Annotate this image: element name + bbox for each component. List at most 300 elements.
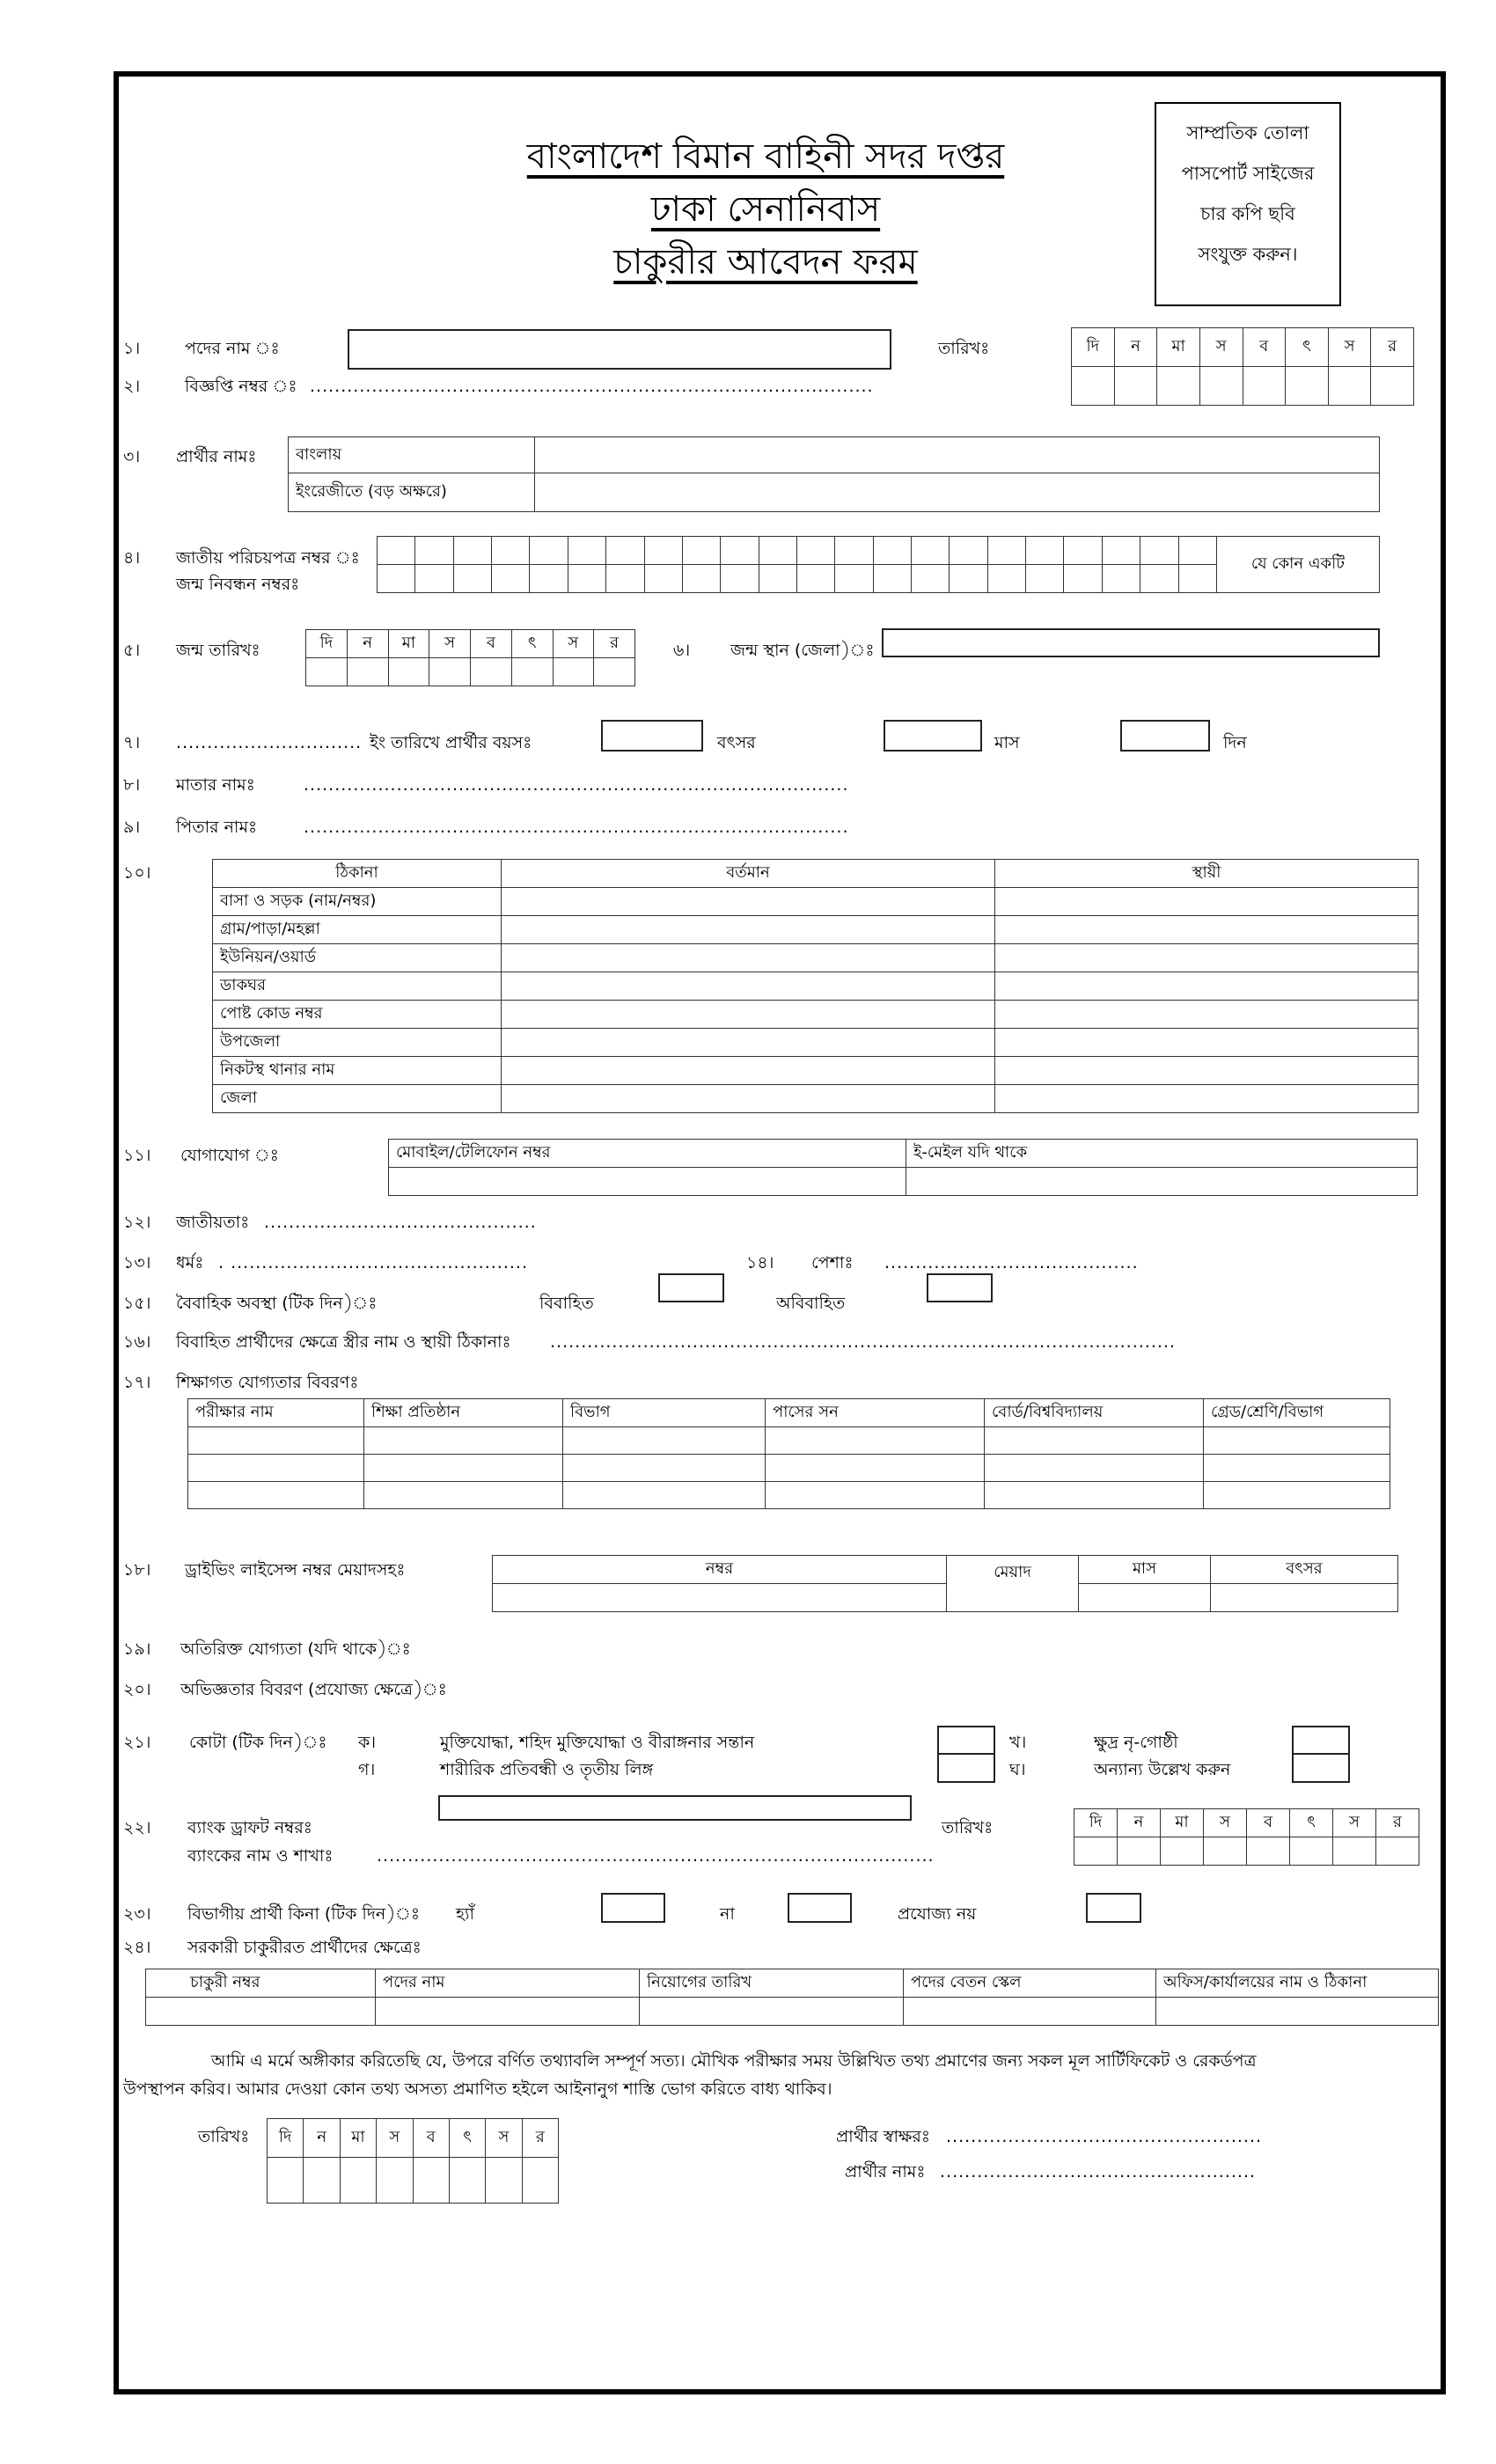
signature-input[interactable]: ................................................... — [946, 2127, 1263, 2146]
birth-date-label: জন্ম তারিখঃ — [176, 641, 260, 660]
education-cell[interactable] — [188, 1482, 364, 1509]
date-letter: ব — [471, 630, 512, 658]
date-letter: স — [429, 630, 471, 658]
nationality-label: জাতীয়তাঃ — [176, 1213, 250, 1232]
date-digit-cell[interactable] — [1204, 1837, 1247, 1866]
field-23-number: ২৩। — [123, 1904, 151, 1924]
birth-reg-cell[interactable] — [453, 565, 491, 593]
education-cell[interactable] — [188, 1427, 364, 1455]
birth-reg-cell[interactable] — [1026, 565, 1064, 593]
declaration-line-2: উপস্থাপন করিব। আমার দেওয়া কোন তথ্য অসত্য প্রমাণিত হইলে আইনানুগ শাস্তি ভোগ করিতে বাধ্য থাকিব। — [123, 2079, 832, 2099]
validity-year-header: বৎসর — [1211, 1556, 1398, 1584]
birth-reg-cell[interactable] — [1178, 565, 1216, 593]
photo-instruction-1: সাম্প্রতিক তোলা — [1186, 122, 1309, 143]
education-cell[interactable] — [364, 1482, 563, 1509]
date-letter: র — [522, 2119, 558, 2158]
present-address-cell[interactable] — [502, 944, 995, 972]
govt-table-header: নিয়োগের তারিখ — [640, 1969, 904, 1998]
age-label: ইং তারিখে প্রার্থীর বয়সঃ — [370, 733, 532, 752]
circular-number-input[interactable]: ........................................................................................... — [310, 377, 874, 396]
date-digit-cell[interactable] — [1286, 367, 1329, 406]
present-address-header: বর্তমান — [502, 860, 995, 888]
date-digit-cell[interactable] — [522, 2158, 558, 2204]
education-cell[interactable] — [563, 1482, 766, 1509]
address-table — [212, 859, 1419, 1113]
nid-cell[interactable] — [796, 537, 834, 565]
address-row-label: ডাকঘর — [213, 972, 502, 1001]
govt-table-cell[interactable] — [1156, 1998, 1439, 2026]
date-letter: দি — [1074, 1809, 1118, 1837]
applicant-name-label: প্রার্থীর নামঃ — [176, 447, 257, 466]
education-cell[interactable] — [364, 1455, 563, 1482]
education-cell[interactable] — [563, 1427, 766, 1455]
license-number-header: নম্বর — [493, 1556, 947, 1584]
birth-date-grid — [305, 629, 635, 686]
birth-reg-cell[interactable] — [950, 565, 987, 593]
birth-reg-cell[interactable] — [530, 565, 568, 593]
validity-year-input[interactable] — [1211, 1584, 1398, 1612]
permanent-address-cell[interactable] — [995, 888, 1419, 916]
nid-cell[interactable] — [568, 537, 605, 565]
marital-status-label: বৈবাহিক অবস্থা (টিক দিন)ঃ — [176, 1294, 378, 1313]
date-letter: ব — [1247, 1809, 1290, 1837]
unmarried-checkbox[interactable] — [927, 1273, 993, 1302]
present-address-cell[interactable] — [502, 888, 995, 916]
mother-name-label: মাতার নামঃ — [176, 775, 255, 795]
govt-table-header: চাকুরী নম্বর — [146, 1969, 376, 1998]
address-row-label: গ্রাম/পাড়া/মহল্লা — [213, 916, 502, 944]
date-digit-cell[interactable] — [486, 2158, 522, 2204]
permanent-address-cell[interactable] — [995, 1029, 1419, 1057]
date-letter: ৎ — [1286, 328, 1329, 367]
field-20-number: ২০। — [123, 1680, 151, 1699]
religion-label: ধর্মঃ — [176, 1253, 204, 1272]
date-digit-cell[interactable] — [388, 658, 429, 686]
permanent-address-cell[interactable] — [995, 1001, 1419, 1029]
field-22-number: ২২। — [123, 1818, 151, 1837]
date-digit-cell[interactable] — [413, 2158, 449, 2204]
nid-cell[interactable] — [1102, 537, 1140, 565]
nid-cell[interactable] — [492, 537, 530, 565]
field-3-number: ৩। — [123, 447, 141, 466]
email-input[interactable] — [906, 1168, 1418, 1196]
nationality-input[interactable]: ............................................ — [264, 1213, 537, 1232]
address-row-label: পোষ্ট কোড নম্বর — [213, 1001, 502, 1029]
photo-instruction-3: চার কপি ছবি — [1200, 203, 1295, 224]
no-label: না — [720, 1904, 735, 1924]
date-digit-cell[interactable] — [594, 658, 635, 686]
name-english-label: ইংরেজীতে (বড় অক্ষরে) — [289, 473, 535, 512]
age-months-input[interactable] — [884, 720, 982, 752]
education-header: গ্রেড/শ্রেণি/বিভাগ — [1204, 1399, 1390, 1427]
birth-reg-cell[interactable] — [796, 565, 834, 593]
govt-table-cell[interactable] — [376, 1998, 640, 2026]
birth-reg-cell[interactable] — [644, 565, 682, 593]
name-bangla-label: বাংলায় — [289, 437, 535, 473]
date-digit-cell[interactable] — [340, 2158, 376, 2204]
education-header: বোর্ড/বিশ্ববিদ্যালয় — [985, 1399, 1204, 1427]
education-table — [187, 1398, 1390, 1509]
date-letter: স — [1204, 1809, 1247, 1837]
validity-header: মেয়াদ — [947, 1556, 1079, 1612]
education-cell[interactable] — [1204, 1427, 1390, 1455]
field-4-number: ৪। — [123, 548, 141, 568]
field-7-number: ৭। — [123, 733, 141, 752]
circular-number-label: বিজ্ঞপ্তি নম্বর ঃ — [185, 377, 297, 396]
birth-reg-cell[interactable] — [759, 565, 796, 593]
quota-other-label: অন্যান্য উল্লেখ করুন — [1094, 1760, 1231, 1779]
additional-qualification-label: অতিরিক্ত যোগ্যতা (যদি থাকে)ঃ — [180, 1639, 411, 1659]
present-address-cell[interactable] — [502, 1029, 995, 1057]
date-digit-cell[interactable] — [1072, 367, 1115, 406]
address-row-label: বাসা ও সড়ক (নাম/নম্বর) — [213, 888, 502, 916]
education-header: বিভাগ — [563, 1399, 766, 1427]
birth-reg-cell[interactable] — [606, 565, 644, 593]
field-1-number: ১। — [123, 339, 141, 358]
date-letter: স — [377, 2119, 413, 2158]
yes-label: হ্যাঁ — [456, 1904, 475, 1924]
date-letter: র — [1371, 328, 1414, 367]
declaration-line-1: আমি এ মর্মে অঙ্গীকার করিতেছি যে, উপরে বর্ণিত তথ্যাবলি সম্পূর্ণ সত্য। মৌখিক পরীক্ষার সময় উল্লিখিত তথ্য প্রমাণের জন্য সকল মূল সার্টিফিকেট ও রেকর্ডপত্র — [211, 2051, 1257, 2071]
nid-cell[interactable] — [415, 537, 453, 565]
field-6-number: ৬। — [673, 641, 691, 660]
nid-cell[interactable] — [530, 537, 568, 565]
nid-cell[interactable] — [1140, 537, 1178, 565]
married-label: বিবাহিত — [539, 1294, 594, 1313]
date-letter: ন — [1114, 328, 1157, 367]
birth-reg-cell[interactable] — [492, 565, 530, 593]
date-letter: ৎ — [511, 630, 553, 658]
date-letter: স — [1328, 328, 1371, 367]
date-digit-cell[interactable] — [1371, 367, 1414, 406]
field-18-number: ১৮। — [123, 1560, 151, 1580]
occupation-input[interactable]: ......................................... — [884, 1253, 1139, 1272]
date-digit-cell[interactable] — [304, 2158, 340, 2204]
nid-cell[interactable] — [1064, 537, 1102, 565]
nid-cell[interactable] — [1178, 537, 1216, 565]
date-digit-cell[interactable] — [1157, 367, 1200, 406]
education-cell[interactable] — [188, 1455, 364, 1482]
months-label: মাস — [994, 733, 1020, 752]
nid-cell[interactable] — [950, 537, 987, 565]
quota-freedom-fighter-checkbox[interactable] — [937, 1726, 995, 1755]
nid-cell[interactable] — [644, 537, 682, 565]
bank-draft-date-label: তারিখঃ — [942, 1818, 994, 1837]
nid-cell[interactable] — [873, 537, 911, 565]
days-label: দিন — [1223, 733, 1247, 752]
validity-month-input[interactable] — [1079, 1584, 1211, 1612]
married-checkbox[interactable] — [658, 1273, 724, 1302]
date-label-1: তারিখঃ — [938, 339, 990, 358]
declaration-date-label: তারিখঃ — [198, 2127, 250, 2146]
nid-cell[interactable] — [987, 537, 1025, 565]
nid-cell[interactable] — [453, 537, 491, 565]
quota-label: কোটা (টিক দিন)ঃ — [189, 1733, 327, 1752]
education-label: শিক্ষাগত যোগ্যতার বিবরণঃ — [176, 1373, 359, 1392]
bank-draft-label: ব্যাংক ড্রাফট নম্বরঃ — [187, 1818, 312, 1837]
birth-reg-cell[interactable] — [987, 565, 1025, 593]
date-digit-cell[interactable] — [1074, 1837, 1118, 1866]
departmental-no-checkbox[interactable] — [788, 1893, 852, 1923]
quota-other-checkbox[interactable] — [1292, 1753, 1350, 1783]
date-letter: ৎ — [1290, 1809, 1333, 1837]
date-digit-cell[interactable] — [471, 658, 512, 686]
permanent-address-cell[interactable] — [995, 1057, 1419, 1085]
mother-name-input[interactable]: ........................................................................................ — [304, 775, 849, 795]
age-years-input[interactable] — [601, 720, 703, 752]
nid-cell[interactable] — [759, 537, 796, 565]
permanent-address-cell[interactable] — [995, 944, 1419, 972]
departmental-yes-checkbox[interactable] — [601, 1893, 665, 1923]
date-letter: ব — [413, 2119, 449, 2158]
age-reference-date-input[interactable]: .............................. — [176, 733, 363, 752]
date-digit-cell[interactable] — [1376, 1837, 1419, 1866]
date-digit-cell[interactable] — [377, 2158, 413, 2204]
education-cell[interactable] — [1204, 1482, 1390, 1509]
quota-ethnic-minority-label: ক্ষুদ্র নৃ-গোষ্ঠী — [1094, 1733, 1178, 1752]
present-address-cell[interactable] — [502, 916, 995, 944]
education-cell[interactable] — [766, 1427, 985, 1455]
nid-grid — [377, 536, 1380, 593]
field-5-number: ৫। — [123, 641, 141, 660]
birth-reg-cell[interactable] — [1064, 565, 1102, 593]
date-digit-cell[interactable] — [1118, 1837, 1161, 1866]
date-digit-cell[interactable] — [1161, 1837, 1204, 1866]
date-digit-cell[interactable] — [449, 2158, 485, 2204]
date-letter: দি — [1072, 328, 1115, 367]
field-13-number: ১৩। — [123, 1253, 151, 1272]
field-2-number: ২। — [123, 377, 141, 396]
departmental-candidate-label: বিভাগীয় প্রার্থী কিনা (টিক দিন)ঃ — [187, 1904, 420, 1924]
date-letter: মা — [340, 2119, 376, 2158]
bank-name-branch-input[interactable]: .......................................................................................... — [377, 1846, 935, 1866]
date-letter: স — [553, 630, 594, 658]
field-9-number: ৯। — [123, 818, 141, 837]
field-12-number: ১২। — [123, 1213, 151, 1232]
govt-table-cell[interactable] — [904, 1998, 1156, 2026]
departmental-na-checkbox[interactable] — [1086, 1893, 1141, 1923]
license-number-input[interactable] — [493, 1584, 947, 1612]
field-14-number: ১৪। — [746, 1253, 774, 1272]
field-8-number: ৮। — [123, 775, 141, 795]
birth-reg-cell[interactable] — [682, 565, 720, 593]
address-row-label: জেলা — [213, 1085, 502, 1113]
present-address-cell[interactable] — [502, 972, 995, 1001]
address-row-label: নিকটস্থ থানার নাম — [213, 1057, 502, 1085]
birth-reg-cell[interactable] — [721, 565, 759, 593]
education-cell[interactable] — [766, 1482, 985, 1509]
govt-employment-table — [145, 1969, 1439, 2026]
phone-header: মোবাইল/টেলিফোন নম্বর — [389, 1140, 906, 1168]
validity-month-header: মাস — [1079, 1556, 1211, 1584]
education-cell[interactable] — [985, 1482, 1204, 1509]
education-cell[interactable] — [563, 1455, 766, 1482]
applicant-name-sign-label: প্রার্থীর নামঃ — [845, 2162, 926, 2182]
bank-draft-date-grid — [1074, 1808, 1419, 1866]
not-applicable-label: প্রযোজ্য নয় — [898, 1904, 977, 1924]
date-digit-cell[interactable] — [553, 658, 594, 686]
date-letter: র — [594, 630, 635, 658]
education-header: শিক্ষা প্রতিষ্ঠান — [364, 1399, 563, 1427]
unmarried-label: অবিবাহিত — [776, 1294, 846, 1313]
bank-name-branch-label: ব্যাংকের নাম ও শাখাঃ — [187, 1846, 334, 1866]
govt-table-cell[interactable] — [640, 1998, 904, 2026]
field-17-number: ১৭। — [123, 1373, 151, 1392]
address-row-label: উপজেলা — [213, 1029, 502, 1057]
birth-reg-label: জন্ম নিবন্ধন নম্বরঃ — [176, 575, 300, 594]
date-digit-cell[interactable] — [1199, 367, 1243, 406]
date-letter: ন — [347, 630, 388, 658]
birth-reg-cell[interactable] — [912, 565, 950, 593]
date-letter: মা — [1161, 1809, 1204, 1837]
field-16-number: ১৬। — [123, 1332, 151, 1352]
date-digit-cell[interactable] — [1328, 367, 1371, 406]
date-letter: ব — [1243, 328, 1286, 367]
birth-place-label: জন্ম স্থান (জেলা)ঃ — [730, 641, 875, 660]
nid-cell[interactable] — [721, 537, 759, 565]
date-grid-1 — [1071, 327, 1414, 406]
driving-license-label: ড্রাইভিং লাইসেন্স নম্বর মেয়াদসহঃ — [185, 1560, 406, 1580]
present-address-cell[interactable] — [502, 1057, 995, 1085]
govt-employee-label: সরকারী চাকুরীরত প্রার্থীদের ক্ষেত্রেঃ — [187, 1938, 422, 1957]
date-digit-cell[interactable] — [511, 658, 553, 686]
education-header: পাসের সন — [766, 1399, 985, 1427]
date-letter: দি — [268, 2119, 304, 2158]
name-bangla-input[interactable] — [535, 437, 1380, 473]
govt-table-header: পদের বেতন স্কেল — [904, 1969, 1156, 1998]
date-digit-cell[interactable] — [347, 658, 388, 686]
birth-reg-cell[interactable] — [415, 565, 453, 593]
permanent-address-cell[interactable] — [995, 916, 1419, 944]
date-digit-cell[interactable] — [306, 658, 348, 686]
present-address-cell[interactable] — [502, 1001, 995, 1029]
quota-key-ka: ক। — [358, 1733, 377, 1752]
birth-reg-cell[interactable] — [568, 565, 605, 593]
quota-key-kha: খ। — [1009, 1733, 1027, 1752]
phone-input[interactable] — [389, 1168, 906, 1196]
title-line-2: ঢাকা সেনানিবাস — [650, 189, 881, 230]
name-english-input[interactable] — [535, 473, 1380, 512]
experience-label: অভিজ্ঞতার বিবরণ (প্রযোজ্য ক্ষেত্রে)ঃ — [180, 1680, 447, 1699]
quota-freedom-fighter-label: মুক্তিযোদ্ধা, শহিদ মুক্তিযোদ্ধা ও বীরাঙ্গনার সন্তান — [440, 1733, 755, 1752]
quota-disabled-label: শারীরিক প্রতিবন্ধী ও তৃতীয় লিঙ্গ — [440, 1760, 654, 1779]
date-digit-cell[interactable] — [1333, 1837, 1376, 1866]
birth-reg-cell[interactable] — [873, 565, 911, 593]
address-row-label: ইউনিয়ন/ওয়ার্ড — [213, 944, 502, 972]
permanent-address-cell[interactable] — [995, 1085, 1419, 1113]
education-cell[interactable] — [985, 1455, 1204, 1482]
spouse-info-label: বিবাহিত প্রার্থীদের ক্ষেত্রে স্ত্রীর নাম ও স্থায়ী ঠিকানাঃ — [176, 1332, 511, 1352]
nid-cell[interactable] — [378, 537, 415, 565]
field-21-number: ২১। — [123, 1733, 151, 1752]
date-digit-cell[interactable] — [1247, 1837, 1290, 1866]
education-header: পরীক্ষার নাম — [188, 1399, 364, 1427]
field-11-number: ১১। — [123, 1146, 151, 1165]
nid-cell[interactable] — [835, 537, 873, 565]
page-frame — [114, 71, 1446, 2394]
father-name-input[interactable]: ........................................................................................ — [304, 818, 849, 837]
title-line-3: চাকুরীর আবেদন ফরম — [613, 242, 918, 282]
education-cell[interactable] — [1204, 1455, 1390, 1482]
date-letter: ৎ — [449, 2119, 485, 2158]
declaration-date-grid — [267, 2118, 559, 2204]
nid-label: জাতীয় পরিচয়পত্র নম্বর ঃ — [176, 548, 360, 568]
date-letter: স — [486, 2119, 522, 2158]
religion-input[interactable]: . ................................................ — [218, 1253, 528, 1272]
spouse-info-input[interactable]: ..................................................................................................... — [550, 1332, 1176, 1352]
quota-ethnic-minority-checkbox[interactable] — [1292, 1726, 1350, 1755]
education-cell[interactable] — [985, 1427, 1204, 1455]
birth-reg-cell[interactable] — [1102, 565, 1140, 593]
education-cell[interactable] — [364, 1427, 563, 1455]
quota-key-ga: গ। — [358, 1760, 376, 1779]
applicant-name-table — [288, 436, 1380, 512]
photo-placeholder-box[interactable] — [1155, 102, 1341, 306]
date-letter: র — [1376, 1809, 1419, 1837]
father-name-label: পিতার নামঃ — [176, 818, 258, 837]
date-letter: ন — [304, 2119, 340, 2158]
date-digit-cell[interactable] — [1114, 367, 1157, 406]
any-one-note: যে কোন একটি — [1217, 537, 1380, 593]
occupation-label: পেশাঃ — [811, 1253, 854, 1272]
nid-cell[interactable] — [682, 537, 720, 565]
education-cell[interactable] — [766, 1455, 985, 1482]
govt-table-header: পদের নাম — [376, 1969, 640, 1998]
birth-reg-cell[interactable] — [835, 565, 873, 593]
date-letter: ন — [1118, 1809, 1161, 1837]
nid-cell[interactable] — [912, 537, 950, 565]
present-address-cell[interactable] — [502, 1085, 995, 1113]
date-digit-cell[interactable] — [1243, 367, 1286, 406]
nid-cell[interactable] — [606, 537, 644, 565]
title-line-1: বাংলাদেশ বিমান বাহিনী সদর দপ্তর — [526, 136, 1005, 177]
nid-cell[interactable] — [1026, 537, 1064, 565]
field-10-number: ১০। — [123, 863, 151, 883]
field-24-number: ২৪। — [123, 1938, 151, 1957]
photo-instruction-2: পাসপোর্ট সাইজের — [1181, 163, 1315, 184]
contact-table — [388, 1139, 1418, 1196]
date-digit-cell[interactable] — [429, 658, 471, 686]
birth-reg-cell[interactable] — [1140, 565, 1178, 593]
date-letter: মা — [388, 630, 429, 658]
date-letter: দি — [306, 630, 348, 658]
post-name-label: পদের নাম ঃ — [185, 339, 280, 358]
date-letter: স — [1199, 328, 1243, 367]
field-15-number: ১৫। — [123, 1294, 151, 1313]
date-digit-cell[interactable] — [268, 2158, 304, 2204]
govt-table-cell[interactable] — [146, 1998, 376, 2026]
age-days-input[interactable] — [1120, 720, 1210, 752]
photo-instruction-4: সংযুক্ত করুন। — [1198, 244, 1298, 265]
field-19-number: ১৯। — [123, 1639, 151, 1659]
quota-disabled-checkbox[interactable] — [937, 1753, 995, 1783]
bank-draft-input[interactable] — [438, 1795, 912, 1821]
date-letter: মা — [1157, 328, 1200, 367]
govt-table-header: অফিস/কার্যালয়ের নাম ও ঠিকানা — [1156, 1969, 1439, 1998]
date-digit-cell[interactable] — [1290, 1837, 1333, 1866]
address-header: ঠিকানা — [213, 860, 502, 888]
post-name-input[interactable] — [348, 329, 891, 370]
applicant-name-sign-input[interactable]: ................................................... — [940, 2162, 1257, 2182]
permanent-address-cell[interactable] — [995, 972, 1419, 1001]
quota-key-gha: ঘ। — [1009, 1760, 1026, 1779]
permanent-address-header: স্থায়ী — [995, 860, 1419, 888]
birth-place-input[interactable] — [882, 628, 1380, 657]
signature-label: প্রার্থীর স্বাক্ষরঃ — [836, 2127, 930, 2146]
driving-license-table — [492, 1555, 1398, 1612]
date-letter: স — [1333, 1809, 1376, 1837]
birth-reg-cell[interactable] — [378, 565, 415, 593]
